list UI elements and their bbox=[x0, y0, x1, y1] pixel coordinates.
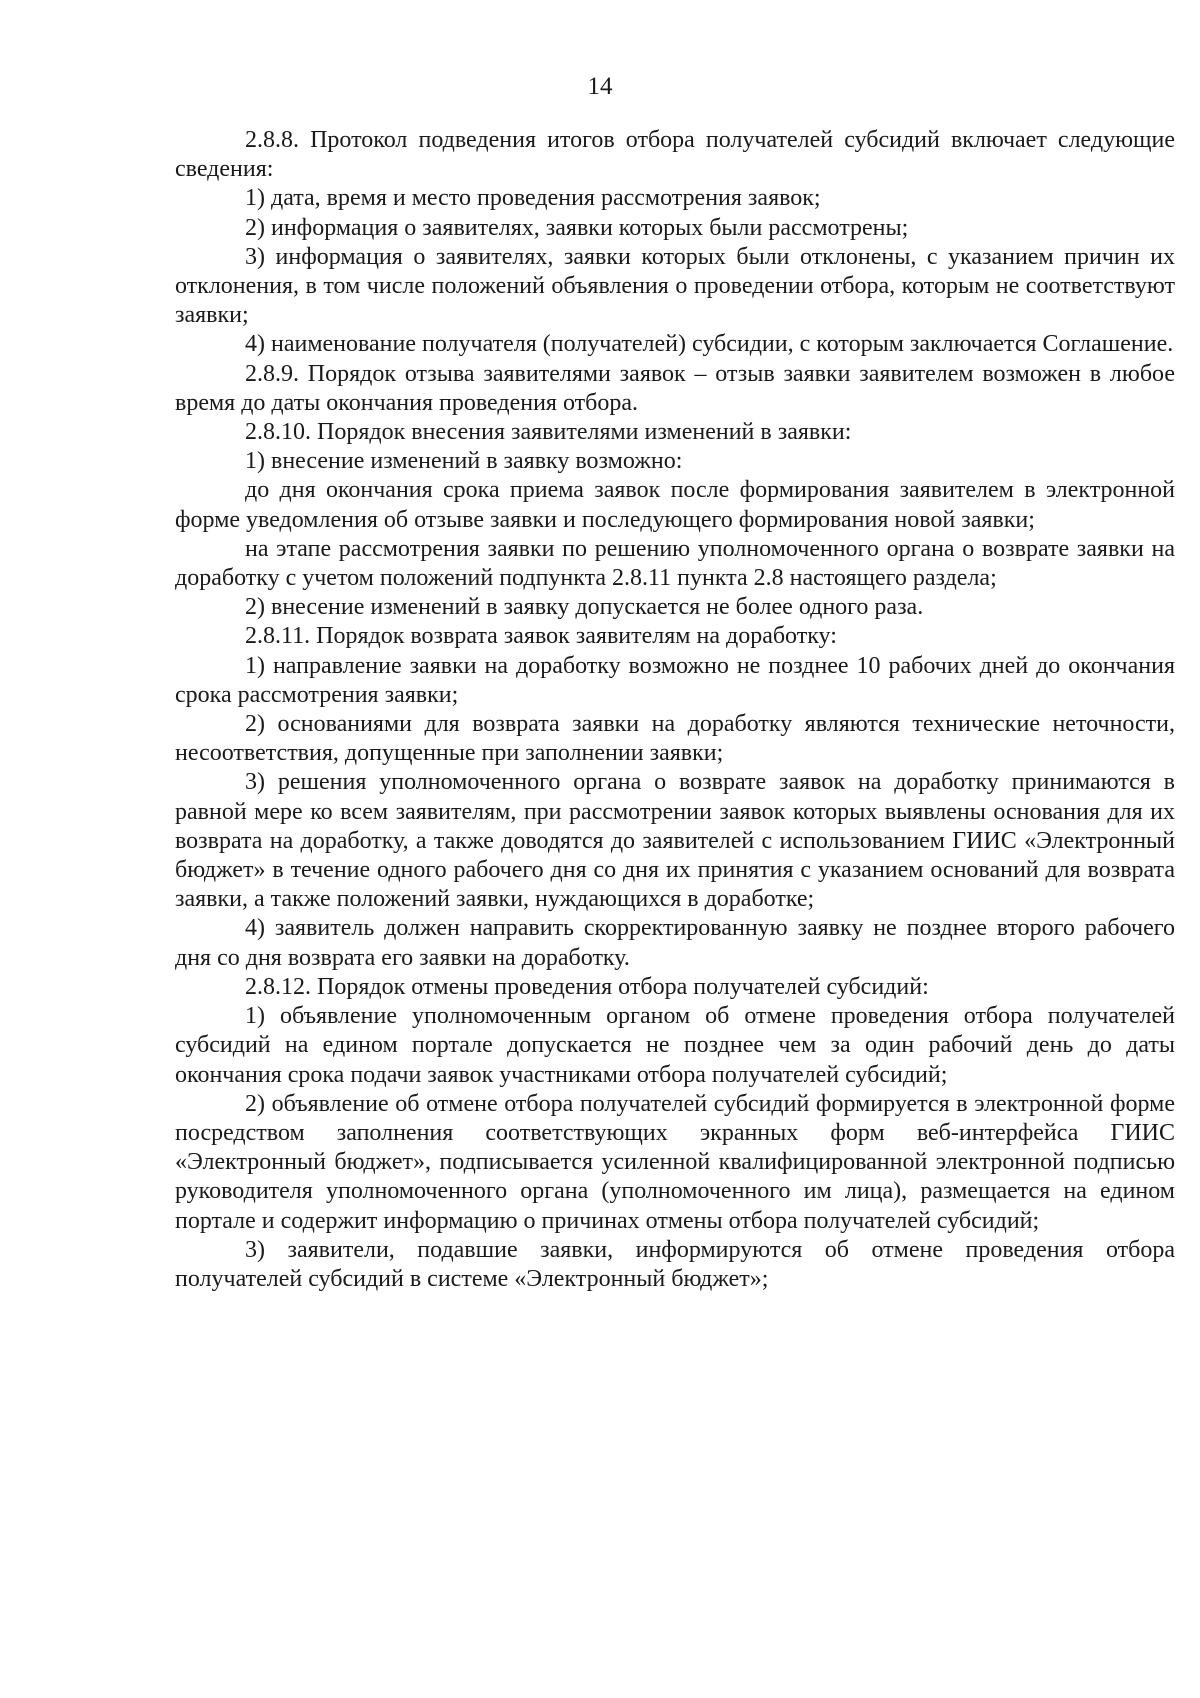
list-item: 1) внесение изменений в заявку возможно: bbox=[245, 448, 683, 475]
list-item: на этапе рассмотрения заявки по решению уполномоченного органа о возврате заявки на доработку с учетом положений подпункта 2.8.11 пункта 2.8 настоящего раздела; bbox=[175, 535, 1175, 592]
list-item: 4) наименование получателя (получателей) субсидии, с которым заключается Соглашение. bbox=[245, 331, 1174, 358]
list-item: до дня окончания срока приема заявок после формирования заявителем в электронной форме уведомления об отзыве заявки и последующего формирования новой заявки; bbox=[175, 477, 1175, 533]
list-item: 3) информация о заявителях, заявки которых были отклонены, с указанием причин их отклонения, в том числе положений объявления о проведении отбора, которым не соответствуют заявки; bbox=[175, 243, 1175, 329]
list-item: 4) заявитель должен направить скорректированную заявку не позднее второго рабочего дня со дня возврата его заявки на доработку. bbox=[175, 915, 1175, 971]
paragraph-2-8-10: 2.8.10. Порядок внесения заявителями изменений в заявки: bbox=[245, 419, 852, 446]
list-item: 1) дата, время и место проведения рассмотрения заявок; bbox=[245, 185, 821, 212]
list-item: 1) направление заявки на доработку возможно не позднее 10 рабочих дней до окончания срока рассмотрения заявки; bbox=[175, 652, 1175, 708]
paragraph-2-8-11: 2.8.11. Порядок возврата заявок заявителям на доработку: bbox=[245, 623, 837, 650]
list-item: 3) заявители, подавшие заявки, информируются об отмене проведения отбора получателей субсидий в системе «Электронный бюджет»; bbox=[175, 1236, 1175, 1292]
list-item: 2) внесение изменений в заявку допускается не более одного раза. bbox=[245, 594, 924, 621]
list-item: 3) решения уполномоченного органа о возврате заявок на доработку принимаются в равной мере ко всем заявителям, при рассмотрении заявок которых выявлены основания для их возврата на доработку, а также доводятся до заявителей с использованием ГИИС «Электронный бюджет» в течение одного рабочего дня со дня их принятия с указанием оснований для возврата заявки, а также положений заявки, нуждающихся в доработке; bbox=[175, 769, 1175, 913]
list-item: 2) информация о заявителях, заявки которых были рассмотрены; bbox=[245, 214, 909, 241]
paragraph-2-8-9: 2.8.9. Порядок отзыва заявителями заявок – отзыв заявки заявителем возможен в любое время до даты окончания проведения отбора. bbox=[175, 360, 1175, 416]
paragraph-2-8-8: 2.8.8. Протокол подведения итогов отбора получателей субсидий включает следующие сведения: bbox=[175, 127, 1175, 183]
list-item: 1) объявление уполномоченным органом об отмене проведения отбора получателей субсидий на едином портале допускается не позднее чем за один рабочий день до даты окончания срока подачи заявок участниками отбора получателей субсидий; bbox=[175, 1003, 1175, 1088]
list-item: 2) объявление об отмене отбора получателей субсидий формируется в электронной форме посредством заполнения соответствующих экранных форм веб-интерфейса ГИИС «Электронный бюджет», подписывается усиленной квалифицированной электронной подписью руководителя уполномоченного органа (уполномоченного им лица), размещается на едином портале и содержит информацию о причинах отмены отбора получателей субсидий; bbox=[175, 1090, 1175, 1234]
document-body bbox=[175, 126, 1175, 1294]
list-item: 2) основаниями для возврата заявки на доработку являются технические неточности, несоответствия, допущенные при заполнении заявки; bbox=[175, 711, 1175, 767]
paragraph-2-8-12: 2.8.12. Порядок отмены проведения отбора получателей субсидий: bbox=[245, 973, 929, 1000]
page-number: 14 bbox=[587, 73, 613, 100]
